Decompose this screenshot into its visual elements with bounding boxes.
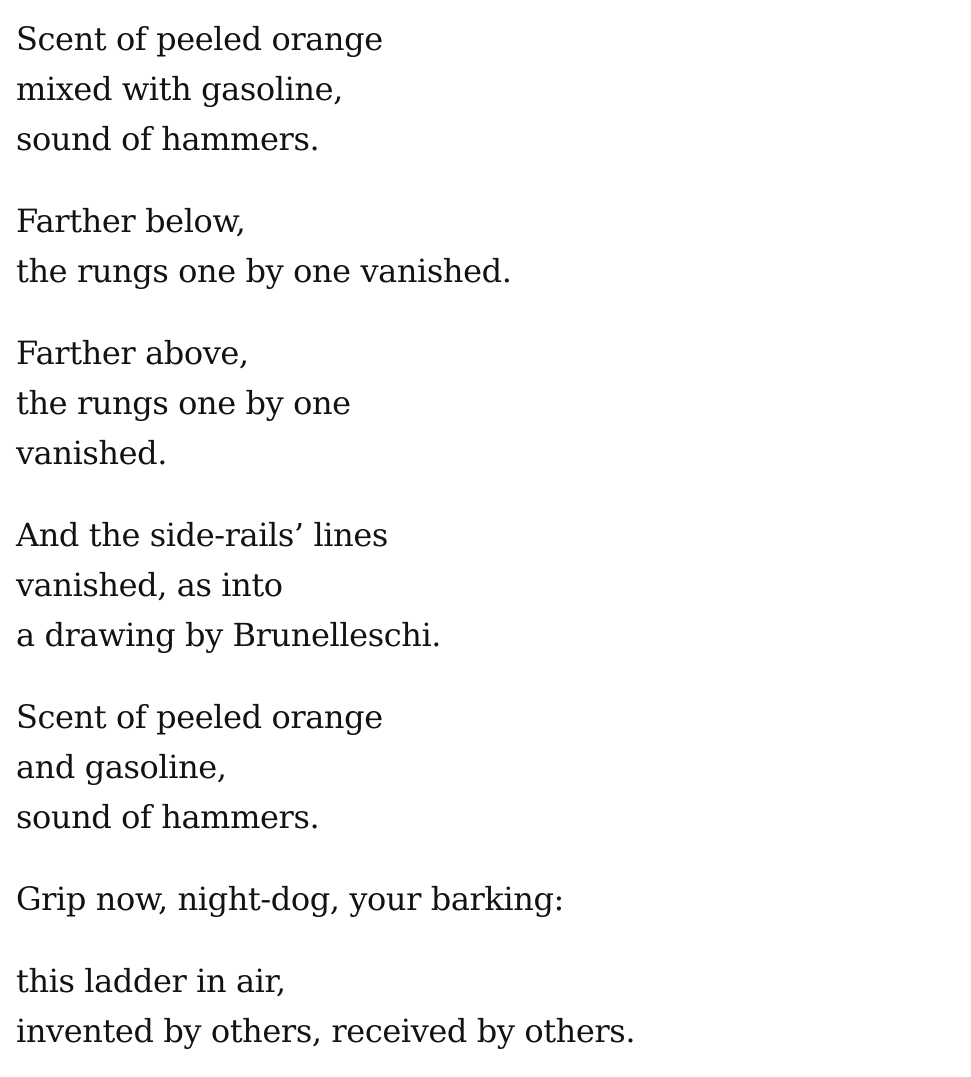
stanza-1 [16,14,971,164]
poem-line: And the side-rails’ lines [16,516,388,554]
stanza-4 [16,510,971,660]
poem-line: sound of hammers. [16,120,320,158]
poem-line: Grip now, night-dog, your barking: [16,880,564,918]
poem-line: Scent of peeled orange [16,20,383,58]
stanza-5 [16,692,971,842]
stanza-2 [16,196,971,296]
stanza-6 [16,874,971,924]
poem-line: invented by others, received by others. [16,1012,636,1050]
poem-line: Farther above, [16,334,249,372]
poem-line: sound of hammers. [16,798,320,836]
poem-line: Scent of peeled orange [16,698,383,736]
poem-line: a drawing by Brunelleschi. [16,616,442,654]
stanza-7 [16,956,971,1056]
poem-line: this ladder in air, [16,962,286,1000]
poem-line: vanished. [16,434,168,472]
poem-line: Farther below, [16,202,246,240]
poem-line: and gasoline, [16,748,227,786]
poem-line: the rungs one by one vanished. [16,252,512,290]
poem-line: vanished, as into [16,566,283,604]
poem-line: the rungs one by one [16,384,351,422]
stanza-3 [16,328,971,478]
poem-line: mixed with gasoline, [16,70,343,108]
